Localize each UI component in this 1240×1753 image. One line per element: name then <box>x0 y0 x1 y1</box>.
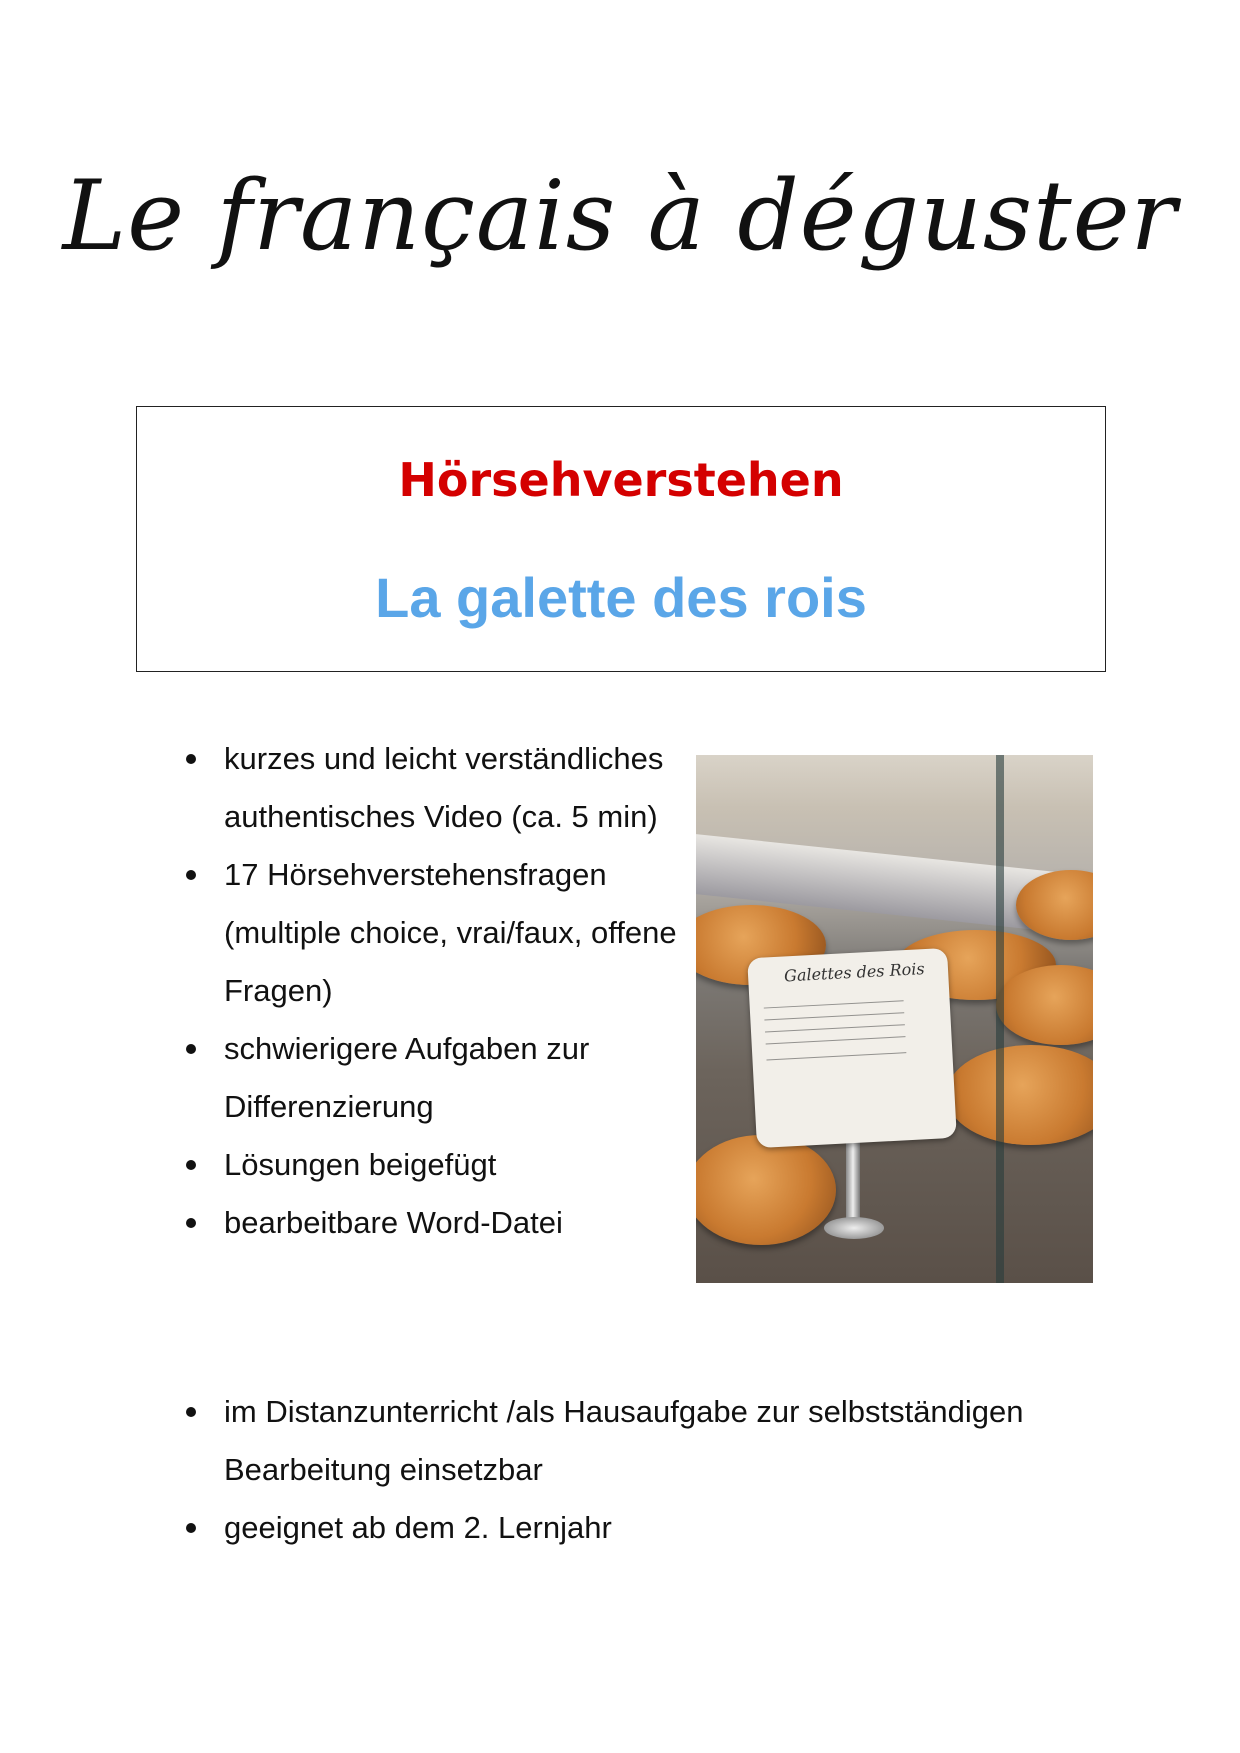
list-item: geeignet ab dem 2. Lernjahr <box>186 1499 1136 1557</box>
list-item: 17 Hörsehverstehensfragen (multiple choice, vrai/faux, offene Fragen) <box>186 846 686 1020</box>
photo-galette <box>946 1045 1093 1145</box>
photo-card-stand <box>846 1135 860 1225</box>
price-card-line <box>765 1024 905 1032</box>
photo-card-stand-base <box>824 1217 884 1239</box>
price-card-line <box>766 1036 906 1044</box>
title-box <box>136 406 1106 672</box>
price-card <box>747 948 957 1148</box>
topic-subtitle: La galette des rois <box>375 566 867 629</box>
usage-list <box>186 1383 1136 1557</box>
feature-list <box>186 730 686 1252</box>
list-item: kurzes und leicht verständliches authentisches Video (ca. 5 min) <box>186 730 686 846</box>
galette-photo <box>696 755 1093 1283</box>
list-item: bearbeitbare Word-Datei <box>186 1194 686 1252</box>
photo-galette <box>696 1135 836 1245</box>
list-item: Lösungen beigefügt <box>186 1136 686 1194</box>
list-item: schwierigere Aufgaben zur Differenzierung <box>186 1020 686 1136</box>
price-card-title: Galettes des Rois <box>783 959 925 986</box>
document-title: Le français à déguster <box>62 160 1178 272</box>
price-card-line <box>766 1052 906 1060</box>
price-card-line <box>764 1000 904 1008</box>
list-item: im Distanzunterricht /als Hausaufgabe zur selbstständigen Bearbeitung einsetzbar <box>186 1383 1136 1499</box>
photo-glass-edge <box>996 755 1004 1283</box>
section-heading: Hörsehverstehen <box>398 453 844 507</box>
price-card-line <box>764 1012 904 1020</box>
